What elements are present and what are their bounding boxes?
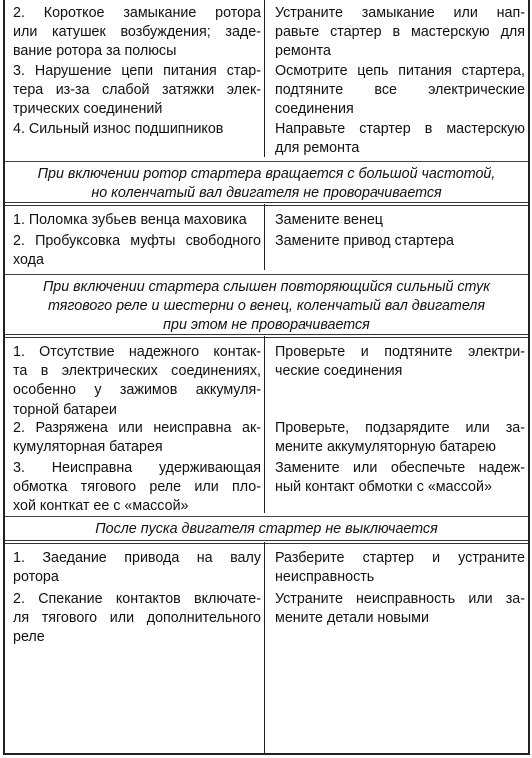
fault-remedy [275, 211, 525, 230]
section-header-line: при этом не проворачивается [163, 317, 370, 334]
fault-remedy-line: ный контакт обмотки с «массой» [275, 479, 492, 496]
fault-cause-line: реле [13, 629, 45, 646]
section-header-line: При включении стартера слышен повторяющийся сильный стук [42, 279, 491, 295]
column-divider [264, 542, 265, 755]
section-divider [5, 334, 528, 335]
fault-remedy-line: равьте стартер в мастерскую для [275, 24, 525, 41]
fault-cause [13, 549, 261, 587]
fault-remedy-line: Устраните замыкание или нап- [275, 5, 525, 21]
troubleshooting-table [3, 0, 530, 755]
column-divider [264, 0, 265, 157]
fault-remedy [275, 549, 525, 587]
fault-cause [13, 211, 261, 230]
section-header [11, 278, 522, 336]
fault-cause-line: 1. Отсутствие надежного контак- [13, 344, 261, 360]
fault-cause-line: трических соединений [13, 101, 163, 118]
fault-cause-line: ля тягового или дополнительного [13, 610, 261, 627]
fault-cause [13, 62, 261, 120]
fault-cause-line: хода [13, 252, 44, 269]
fault-cause-line: 2. Спекание контактов включате- [13, 591, 261, 607]
fault-remedy [275, 4, 525, 62]
fault-remedy [275, 343, 525, 381]
fault-cause-line: 2. Короткое замыкание ротора [13, 5, 261, 21]
fault-remedy-line: мените аккумуляторную батарею [275, 439, 496, 456]
fault-remedy-line: Проверьте и подтяните электри- [275, 344, 525, 360]
fault-remedy [275, 62, 525, 120]
fault-cause-line: 3. Нарушение цепи питания стар- [13, 63, 261, 79]
fault-cause-line: 1. Поломка зубьев венца маховика [13, 212, 247, 228]
fault-remedy-line: Устраните неисправность или за- [275, 591, 525, 607]
section-divider [5, 161, 528, 162]
fault-cause-line: вание ротора за полюсы [13, 43, 177, 60]
section-header-line: тягового реле и шестерни о венец, коленчатый вал двигателя [47, 298, 486, 315]
fault-remedy [275, 590, 525, 628]
fault-cause [13, 343, 261, 420]
section-divider [5, 202, 528, 203]
section-divider [5, 516, 528, 517]
column-divider [264, 204, 265, 270]
fault-cause-line: 2. Пробуксовка муфты свободного [13, 233, 261, 249]
fault-cause [13, 232, 261, 270]
fault-remedy-line: Замените венец [275, 212, 383, 228]
fault-remedy-line: ческие соединения [275, 363, 403, 380]
fault-cause-line: обмотка тягового реле или пло- [13, 479, 261, 496]
fault-cause [13, 590, 261, 648]
fault-remedy-line: Осмотрите цепь питания стартера, [275, 63, 525, 79]
fault-cause-line: кумуляторная батарея [13, 439, 163, 456]
fault-cause [13, 459, 261, 517]
fault-cause-line: торной батареи [13, 401, 117, 418]
section-divider [5, 274, 528, 275]
fault-cause-line: особенно у зажимов аккумуля- [13, 382, 261, 399]
fault-remedy [275, 232, 525, 251]
fault-remedy-line: соединения [275, 101, 354, 118]
fault-cause-line: 1. Заедание привода на валу [13, 550, 261, 566]
section-header-line: но коленчатый вал двигателя не проворачивается [91, 185, 442, 202]
fault-cause-line: ротора [13, 569, 59, 586]
column-divider [264, 336, 265, 513]
fault-cause-line: или катушек возбуждения; заде- [13, 24, 261, 41]
fault-cause-line: хой конткат ее с «массой» [13, 498, 189, 515]
fault-cause [13, 419, 261, 457]
fault-remedy-line: Проверьте, подзарядите или за- [275, 420, 525, 436]
fault-cause-line: тера из-за слабой затяжки элек- [13, 82, 261, 99]
section-header [11, 520, 522, 539]
fault-remedy-line: для ремонта [275, 140, 360, 157]
fault-remedy-line: Замените привод стартера [275, 233, 454, 249]
fault-cause [13, 4, 261, 62]
fault-cause-line: 4. Сильный износ подшипников [13, 121, 224, 137]
fault-remedy [275, 120, 525, 158]
fault-remedy [275, 459, 525, 497]
fault-cause-line: 2. Разряжена или неисправна ак- [13, 420, 261, 436]
fault-remedy-line: мените детали новыми [275, 610, 429, 627]
fault-remedy [275, 419, 525, 457]
fault-cause [13, 120, 261, 139]
fault-remedy-line: неисправность [275, 569, 375, 586]
fault-cause-line: 3. Неисправна удерживающая [13, 460, 261, 476]
fault-remedy-line: подтяните все электрические [275, 82, 525, 99]
fault-remedy-line: Направьте стартер в мастерскую [275, 121, 525, 137]
fault-remedy-line: Замените или обеспечьте надеж- [275, 460, 525, 476]
fault-remedy-line: Разберите стартер и устраните [275, 550, 525, 566]
section-divider [5, 540, 528, 541]
section-header [11, 165, 522, 203]
section-header-line: При включении ротор стартера вращается с большой частотой, [37, 166, 496, 182]
section-header-line: После пуска двигателя стартер не выключается [95, 521, 438, 537]
fault-remedy-line: ремонта [275, 43, 331, 60]
fault-cause-line: та в электрических соединениях, [13, 363, 261, 380]
